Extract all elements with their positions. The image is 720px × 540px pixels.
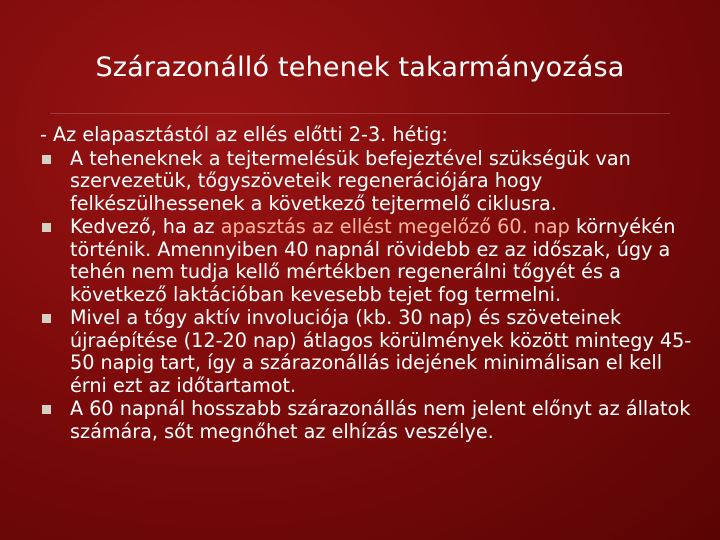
slide-title: Szárazonálló tehenek takarmányozása xyxy=(95,52,625,83)
bullet-text: A 60 napnál hosszabb szárazonállás nem jelent előnyt az állatok számára, sőt megnőhet az elhízás veszélye. xyxy=(70,397,691,443)
bullet-item xyxy=(40,398,696,443)
bullet-item xyxy=(40,216,696,306)
square-bullet-icon xyxy=(42,405,51,414)
bullet-text: Kedvező, ha az xyxy=(70,215,221,238)
intro-line: - Az elapasztástól az ellés előtti 2-3. hétig: xyxy=(40,123,448,146)
square-bullet-icon xyxy=(42,314,51,323)
bullet-item xyxy=(40,307,696,397)
slide-body xyxy=(40,124,696,444)
square-bullet-icon xyxy=(42,155,51,164)
bullet-text: Mivel a tőgy aktív involuciója (kb. 30 nap) és szöveteinek újraépítése (12-20 nap) átlagos körülmények között mintegy 45-50 napig tart, így a szárazonállás idejének minimálisan el kell érni ezt az időtartamot. xyxy=(70,306,692,397)
bullet-text: A teheneknek a tejtermelésük befejeztével szükségük van szervezetük, tőgyszöveteik regenerációjára hogy felkészülhessenek a következő tejtermelő ciklusra. xyxy=(70,146,631,215)
bullet-text: környékén történik. Amennyiben 40 napnál rövidebb ez az időszak, úgy a tehén nem tudja kellő mértékben regenerálni tőgyét és a következő laktációban kevesebb tejet fog termelni. xyxy=(70,215,676,306)
bullet-list xyxy=(40,148,696,444)
bullet-highlight: apasztás az ellést megelőző 60. nap xyxy=(220,215,570,238)
square-bullet-icon xyxy=(42,223,51,232)
title-divider xyxy=(50,113,670,114)
bullet-item xyxy=(40,148,696,216)
